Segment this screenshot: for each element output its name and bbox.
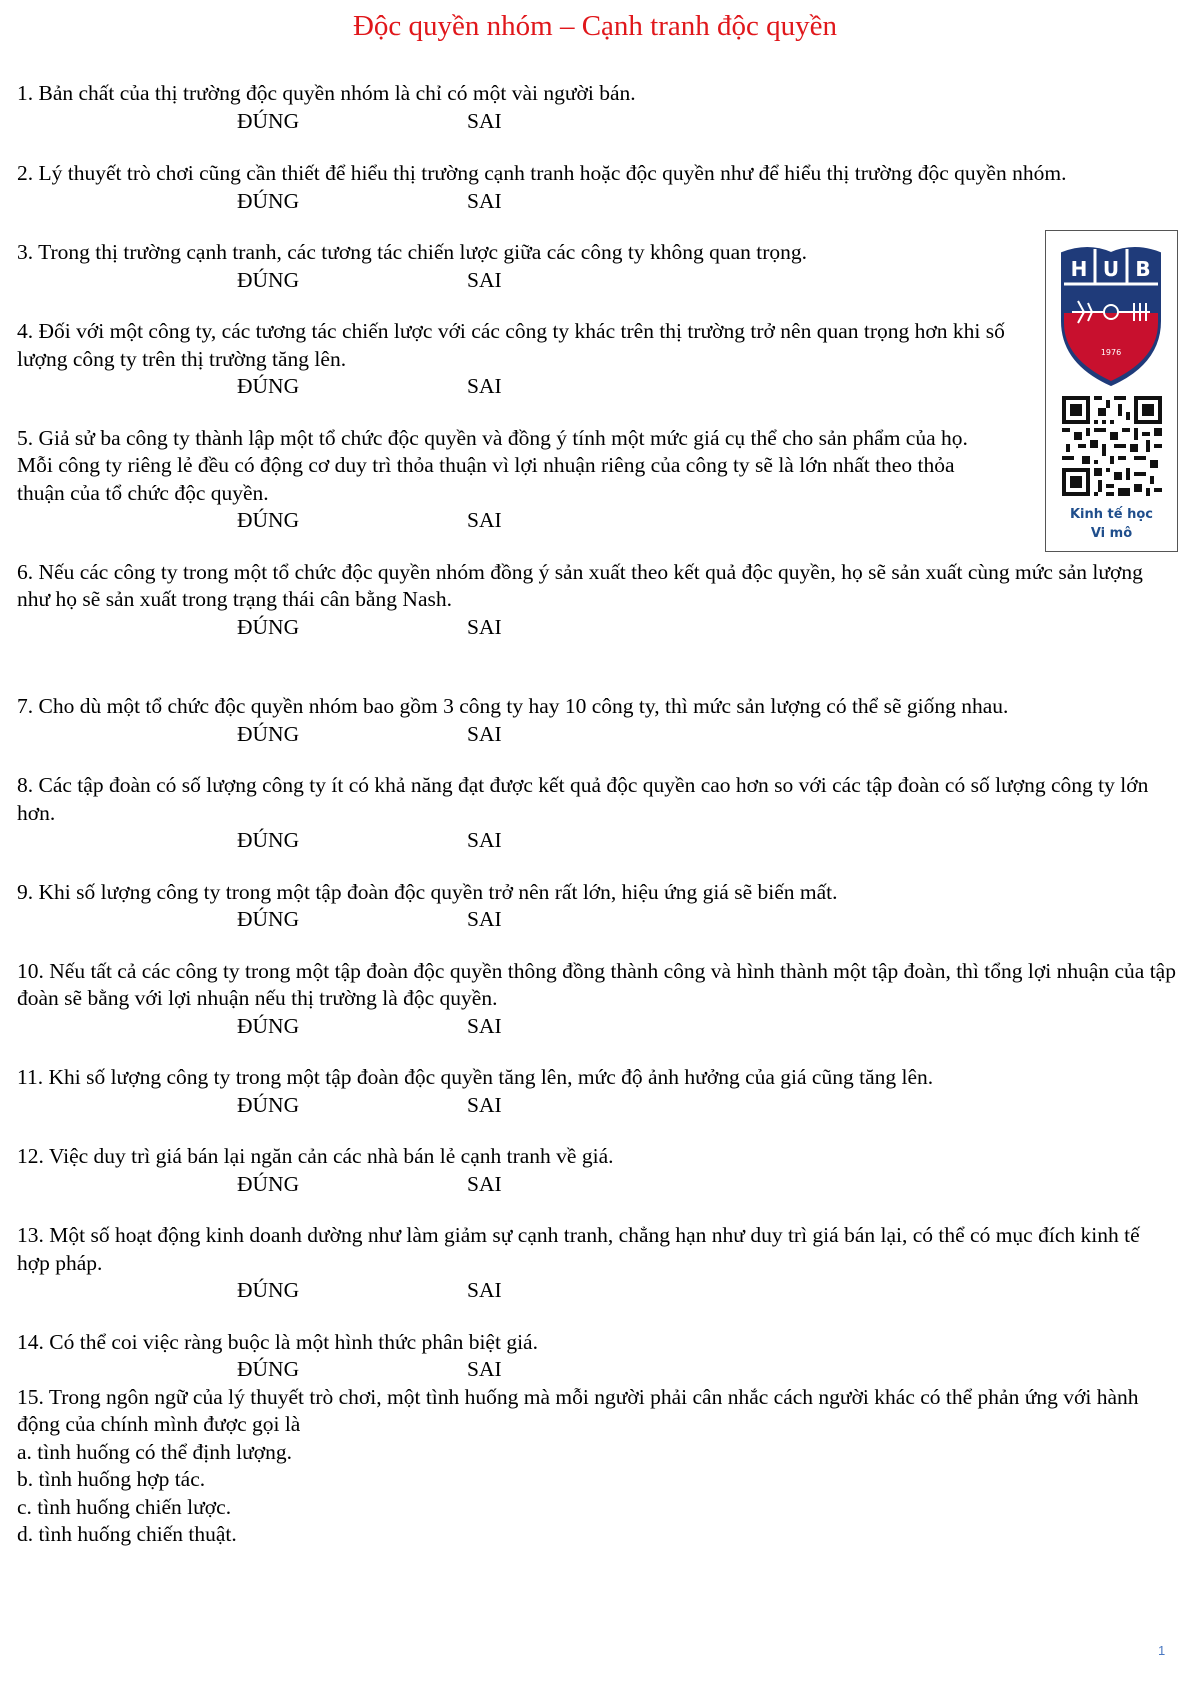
logo-caption-line1: Kinh tế học <box>1069 507 1153 522</box>
answer-true-option[interactable]: ĐÚNG <box>237 1171 300 1196</box>
answer-false-option[interactable]: SAI <box>467 1092 502 1117</box>
answer-true-option[interactable]: ĐÚNG <box>237 828 300 852</box>
hub-crest-logo <box>1058 239 1164 387</box>
answer-true-option[interactable]: ĐÚNG <box>237 267 300 292</box>
question-text: 4. Đối với một công ty, các tương tác chiến lược với các công ty khác trên thị trường trở nên quan trọng hơn khi số lượng công ty trên thị trường tăng lên. <box>17 319 1005 371</box>
question-list <box>17 80 1177 1549</box>
question-5 <box>17 425 1177 535</box>
question-3 <box>17 239 1177 294</box>
answer-true-option[interactable]: ĐÚNG <box>237 374 300 398</box>
answer-false-option[interactable]: SAI <box>467 1357 502 1381</box>
answer-true-option[interactable]: ĐÚNG <box>237 508 300 532</box>
question-8 <box>17 772 1177 855</box>
question-15 <box>17 1384 1177 1549</box>
question-2 <box>17 160 1177 215</box>
question-text: 7. Cho dù một tổ chức độc quyền nhóm bao gồm 3 công ty hay 10 công ty, thì mức sản lượng có thể sẽ giống nhau. <box>17 694 1009 718</box>
answer-true-option[interactable]: ĐÚNG <box>237 614 300 639</box>
answer-false-option[interactable]: SAI <box>467 267 502 292</box>
answer-false-option[interactable]: SAI <box>467 828 502 852</box>
question-text: 6. Nếu các công ty trong một tổ chức độc quyền nhóm đồng ý sản xuất theo kết quả độc quyền, họ sẽ sản xuất cùng mức sản lượng như họ sẽ sản xuất trong trạng thái cân bằng Nash. <box>17 559 1143 611</box>
answer-row <box>17 108 1177 136</box>
answer-row <box>17 188 1177 216</box>
question-13 <box>17 1222 1177 1305</box>
option-d[interactable]: d. tình huống chiến thuật. <box>17 1522 237 1546</box>
question-text: 14. Có thể coi việc ràng buộc là một hình thức phân biệt giá. <box>17 1329 538 1354</box>
answer-row <box>17 267 1177 295</box>
crest-letter-h: H <box>1070 257 1088 281</box>
qr-code-icon <box>1062 396 1162 496</box>
question-text: 2. Lý thuyết trò chơi cũng cần thiết để hiểu thị trường cạnh tranh hoặc độc quyền như để hiểu thị trường độc quyền nhóm. <box>17 161 1067 185</box>
answer-row <box>17 906 1177 934</box>
crest-letter-u: U <box>1102 257 1120 281</box>
answer-false-option[interactable]: SAI <box>467 188 502 213</box>
answer-row <box>17 1356 1177 1384</box>
page-number: 1 <box>1158 1643 1166 1658</box>
question-text: 5. Giả sử ba công ty thành lập một tổ chức độc quyền và đồng ý tính một mức giá cụ thể cho sản phẩm của họ. Mỗi công ty riêng lẻ đều có động cơ duy trì thỏa thuận vì lợi nhuận riêng của công ty sẽ là lớn nhất theo thỏa thuận của tổ chức độc quyền. <box>17 425 968 505</box>
course-logo-card <box>1045 230 1178 552</box>
answer-row <box>17 1171 1177 1199</box>
crest-year: 1976 <box>1100 348 1122 357</box>
answer-row <box>17 507 1177 535</box>
answer-row <box>17 614 1177 642</box>
answer-row <box>17 721 1177 749</box>
question-11 <box>17 1064 1177 1119</box>
answer-true-option[interactable]: ĐÚNG <box>237 907 300 931</box>
answer-false-option[interactable]: SAI <box>467 1278 502 1302</box>
answer-true-option[interactable]: ĐÚNG <box>237 108 300 133</box>
question-text: 10. Nếu tất cả các công ty trong một tập đoàn độc quyền thông đồng thành công và hình thành một tập đoàn, thì tổng lợi nhuận của tập đoàn sẽ bằng với lợi nhuận nếu thị trường là độc quyền. <box>17 958 1176 1010</box>
answer-row <box>17 1013 1177 1041</box>
crest-letter-b: B <box>1135 257 1151 281</box>
question-text: 11. Khi số lượng công ty trong một tập đoàn độc quyền tăng lên, mức độ ảnh hưởng của giá cũng tăng lên. <box>17 1065 934 1089</box>
question-7 <box>17 693 1177 748</box>
answer-true-option[interactable]: ĐÚNG <box>237 1357 300 1381</box>
question-text: 8. Các tập đoàn có số lượng công ty ít có khả năng đạt được kết quả độc quyền cao hơn so với các tập đoàn có số lượng công ty lớn hơn. <box>17 773 1149 825</box>
answer-true-option[interactable]: ĐÚNG <box>237 1278 300 1302</box>
option-list <box>17 1439 1177 1549</box>
answer-row <box>17 1277 1177 1305</box>
answer-true-option[interactable]: ĐÚNG <box>237 1092 300 1117</box>
option-b[interactable]: b. tình huống hợp tác. <box>17 1467 206 1491</box>
answer-false-option[interactable]: SAI <box>467 1013 502 1038</box>
answer-false-option[interactable]: SAI <box>467 614 502 639</box>
question-text: 9. Khi số lượng công ty trong một tập đoàn độc quyền trở nên rất lớn, hiệu ứng giá sẽ biến mất. <box>17 879 838 904</box>
question-9 <box>17 879 1177 934</box>
answer-true-option[interactable]: ĐÚNG <box>237 1013 300 1038</box>
question-text: 12. Việc duy trì giá bán lại ngăn cản các nhà bán lẻ cạnh tranh về giá. <box>17 1144 614 1168</box>
question-6 <box>17 559 1177 642</box>
answer-false-option[interactable]: SAI <box>467 907 502 931</box>
answer-false-option[interactable]: SAI <box>467 374 502 398</box>
question-10 <box>17 958 1177 1041</box>
question-12 <box>17 1143 1177 1198</box>
option-a[interactable]: a. tình huống có thể định lượng. <box>17 1439 293 1464</box>
answer-true-option[interactable]: ĐÚNG <box>237 188 300 213</box>
question-1 <box>17 80 1177 135</box>
answer-row <box>17 373 1177 401</box>
answer-row <box>17 827 1177 855</box>
answer-row <box>17 1092 1177 1120</box>
logo-caption <box>1046 505 1177 543</box>
question-text: 15. Trong ngôn ngữ của lý thuyết trò chơi, một tình huống mà mỗi người phải cân nhắc cách người khác có thể phản ứng với hành động của chính mình được gọi là <box>17 1384 1139 1436</box>
question-14 <box>17 1329 1177 1384</box>
answer-false-option[interactable]: SAI <box>467 508 502 532</box>
answer-true-option[interactable]: ĐÚNG <box>237 721 300 746</box>
question-text: 1. Bản chất của thị trường độc quyền nhóm là chỉ có một vài người bán. <box>17 81 636 105</box>
logo-caption-line2: Vi mô <box>1090 526 1133 541</box>
answer-false-option[interactable]: SAI <box>467 721 502 746</box>
option-c[interactable]: c. tình huống chiến lược. <box>17 1494 232 1519</box>
question-text: 3. Trong thị trường cạnh tranh, các tương tác chiến lược giữa các công ty không quan trọng. <box>17 240 808 264</box>
answer-false-option[interactable]: SAI <box>467 108 502 133</box>
page-title: Độc quyền nhóm – Cạnh tranh độc quyền <box>352 10 838 42</box>
question-4 <box>17 318 1177 401</box>
answer-false-option[interactable]: SAI <box>467 1171 502 1196</box>
question-text: 13. Một số hoạt động kinh doanh dường như làm giảm sự cạnh tranh, chẳng hạn như duy trì giá bán lại, có thể có mục đích kinh tế hợp pháp. <box>17 1223 1140 1275</box>
